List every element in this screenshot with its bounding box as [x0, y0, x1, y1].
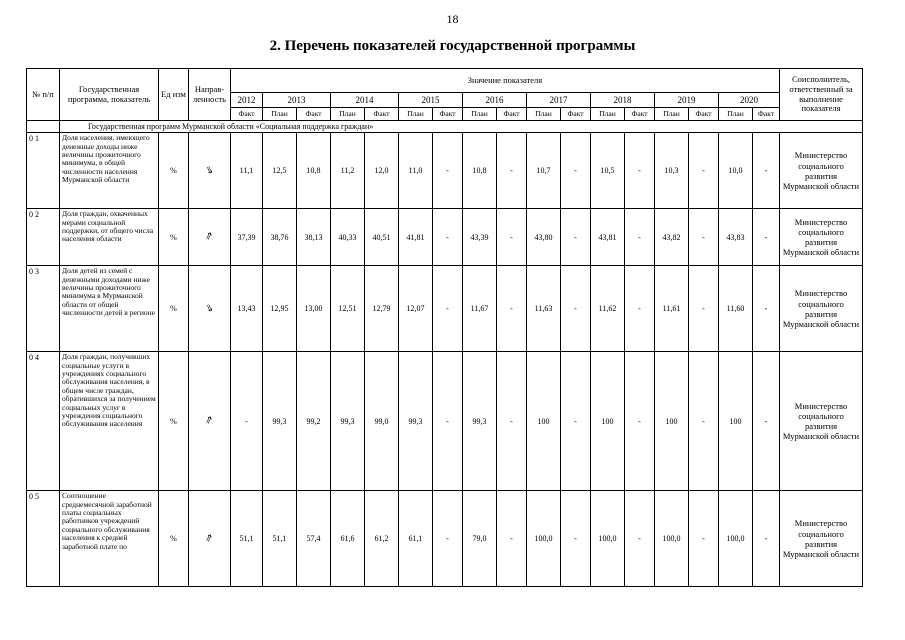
value-cell: -	[231, 352, 263, 491]
value-cell: 100	[719, 352, 753, 491]
value-cell: -	[497, 266, 527, 352]
value-cell: 100,0	[591, 491, 625, 587]
row-number: 0 3	[27, 266, 60, 352]
value-cell: 13,00	[297, 266, 331, 352]
executor-cell: Министерство социального развития Мурманской области	[780, 352, 863, 491]
header-plan: План	[591, 108, 625, 121]
page-title: 2. Перечень показателей государственной программы	[269, 38, 636, 54]
table-row	[27, 491, 863, 587]
header-fact: Факт	[231, 108, 263, 121]
header-plan: План	[463, 108, 497, 121]
value-cell: -	[561, 266, 591, 352]
value-cell: 10,8	[463, 133, 497, 209]
value-cell: -	[561, 209, 591, 266]
value-cell: 10,3	[655, 133, 689, 209]
indicator-name: Доля детей из семей с денежными доходами ниже величины прожиточного минимума в Мурманской области от общей численности детей в регионе	[60, 266, 159, 352]
executor-cell: Министерство социального развития Мурманской области	[780, 209, 863, 266]
table-row	[27, 209, 863, 266]
value-cell: 61,6	[331, 491, 365, 587]
value-cell: 12,51	[331, 266, 365, 352]
value-cell: 10,7	[527, 133, 561, 209]
value-cell: -	[689, 266, 719, 352]
arrow-down-right-icon: ⇘	[203, 163, 216, 178]
value-cell: 40,51	[365, 209, 399, 266]
value-cell: 12,5	[263, 133, 297, 209]
header-plan: План	[399, 108, 433, 121]
value-cell: -	[689, 133, 719, 209]
value-cell: -	[753, 491, 780, 587]
value-cell: 11,62	[591, 266, 625, 352]
header-plan: План	[331, 108, 365, 121]
value-cell: -	[497, 209, 527, 266]
value-cell: 43,81	[591, 209, 625, 266]
unit-cell: %	[159, 491, 189, 587]
header-year-2018: 2018	[591, 93, 655, 108]
indicators-table	[26, 68, 863, 587]
value-cell: 12,07	[399, 266, 433, 352]
indicator-name: Доля населения, имеющего денежные доходы ниже величины прожиточного минимума, в общей численности населения Мурманской области	[60, 133, 159, 209]
page-number: 18	[446, 12, 459, 26]
table-row	[27, 266, 863, 352]
program-title-row: Государственная программ Мурманской области «Социальная поддержка граждан»	[60, 121, 863, 133]
value-cell: -	[689, 491, 719, 587]
value-cell: 41,81	[399, 209, 433, 266]
arrow-up-right-icon: ⇗	[203, 531, 216, 546]
value-cell: 12,79	[365, 266, 399, 352]
header-year-2017: 2017	[527, 93, 591, 108]
indicator-name: Доля граждан, охваченных мерами социальной поддержки, от общего числа населения области	[60, 209, 159, 266]
value-cell: 43,80	[527, 209, 561, 266]
value-cell: -	[497, 133, 527, 209]
header-executor: Соисполнитель, ответственный за выполнение показателя	[780, 69, 863, 121]
header-plan: План	[527, 108, 561, 121]
value-cell: 100,0	[655, 491, 689, 587]
value-cell: 51,1	[231, 491, 263, 587]
value-cell: 100,0	[719, 491, 753, 587]
value-cell: 10,5	[591, 133, 625, 209]
header-plan: План	[655, 108, 689, 121]
header-plan: План	[263, 108, 297, 121]
header-fact: Факт	[365, 108, 399, 121]
indicator-name: Соотношение среднемесячной заработной платы социальных работников учреждений социального обслуживания населения к средней заработной плате по	[60, 491, 159, 587]
value-cell: 11,61	[655, 266, 689, 352]
row-number: 0 5	[27, 491, 60, 587]
value-cell: 43,82	[655, 209, 689, 266]
table-row	[27, 352, 863, 491]
value-cell: -	[433, 491, 463, 587]
unit-cell: %	[159, 133, 189, 209]
value-cell: 37,39	[231, 209, 263, 266]
row-number: 0 2	[27, 209, 60, 266]
header-fact: Факт	[561, 108, 591, 121]
value-cell: 12,0	[365, 133, 399, 209]
value-cell: -	[497, 491, 527, 587]
arrow-down-right-icon: ⇘	[203, 301, 216, 316]
value-cell: -	[433, 266, 463, 352]
value-cell: 51,1	[263, 491, 297, 587]
header-plan: План	[719, 108, 753, 121]
header-year-2019: 2019	[655, 93, 719, 108]
value-cell: 43,39	[463, 209, 497, 266]
value-cell: 38,76	[263, 209, 297, 266]
value-cell: 11,0	[399, 133, 433, 209]
header-year-2013: 2013	[263, 93, 331, 108]
unit-cell: %	[159, 352, 189, 491]
value-cell: 38,13	[297, 209, 331, 266]
value-cell: -	[753, 209, 780, 266]
value-cell: 79,0	[463, 491, 497, 587]
value-cell: -	[753, 352, 780, 491]
arrow-up-right-icon: ⇗	[203, 414, 216, 428]
arrow-up-right-icon: ⇗	[203, 230, 216, 244]
header-year-2015: 2015	[399, 93, 463, 108]
header-fact: Факт	[753, 108, 780, 121]
header-unit: Ед изм	[159, 69, 189, 121]
header-fact: Факт	[433, 108, 463, 121]
header-num: № п/п	[27, 69, 60, 121]
value-cell: 100	[655, 352, 689, 491]
value-cell: -	[433, 209, 463, 266]
unit-cell: %	[159, 209, 189, 266]
value-cell: -	[433, 133, 463, 209]
header-value-group: Значение показателя	[231, 69, 780, 93]
header-fact: Факт	[497, 108, 527, 121]
value-cell: 11,2	[331, 133, 365, 209]
direction-cell	[189, 133, 231, 209]
executor-cell: Министерство социального развития Мурманской области	[780, 266, 863, 352]
header-year-2014: 2014	[331, 93, 399, 108]
value-cell: 100	[591, 352, 625, 491]
direction-cell	[189, 266, 231, 352]
value-cell: -	[561, 491, 591, 587]
header-name: Государственная программа, показатель	[60, 69, 159, 121]
value-cell: 99,0	[365, 352, 399, 491]
header-direction: Направ-ленность	[189, 69, 231, 121]
value-cell: 100	[527, 352, 561, 491]
value-cell: 61,2	[365, 491, 399, 587]
value-cell: -	[625, 266, 655, 352]
value-cell: -	[625, 352, 655, 491]
header-year-2012: 2012	[231, 93, 263, 108]
direction-cell	[189, 209, 231, 266]
value-cell: 11,67	[463, 266, 497, 352]
value-cell: 13,43	[231, 266, 263, 352]
value-cell: 99,2	[297, 352, 331, 491]
value-cell: -	[689, 209, 719, 266]
value-cell: -	[689, 352, 719, 491]
value-cell: 10,8	[297, 133, 331, 209]
value-cell: -	[753, 266, 780, 352]
value-cell: 43,83	[719, 209, 753, 266]
value-cell: -	[433, 352, 463, 491]
value-cell: 61,1	[399, 491, 433, 587]
value-cell: -	[561, 133, 591, 209]
value-cell: 99,3	[263, 352, 297, 491]
value-cell: 99,3	[399, 352, 433, 491]
table-row	[27, 133, 863, 209]
value-cell: -	[753, 133, 780, 209]
value-cell: 57,4	[297, 491, 331, 587]
value-cell: 10,0	[719, 133, 753, 209]
value-cell: -	[625, 491, 655, 587]
value-cell: 99,3	[331, 352, 365, 491]
header-fact: Факт	[297, 108, 331, 121]
header-year-2016: 2016	[463, 93, 527, 108]
value-cell: -	[625, 209, 655, 266]
value-cell: 12,95	[263, 266, 297, 352]
value-cell: 40,33	[331, 209, 365, 266]
header-fact: Факт	[689, 108, 719, 121]
unit-cell: %	[159, 266, 189, 352]
header-fact: Факт	[625, 108, 655, 121]
row-number: 0 4	[27, 352, 60, 491]
value-cell: 100,0	[527, 491, 561, 587]
value-cell: 11,63	[527, 266, 561, 352]
header-year-2020: 2020	[719, 93, 780, 108]
indicator-name: Доля граждан, получивших социальные услуги в учреждениях социального обслуживания населения, в общем числе граждан, обратившихся за получением социальных услуг в учреждения социального обслуживания населения	[60, 352, 159, 491]
value-cell: -	[625, 133, 655, 209]
value-cell: 99,3	[463, 352, 497, 491]
direction-cell	[189, 352, 231, 491]
value-cell: -	[561, 352, 591, 491]
executor-cell: Министерство социального развития Мурманской области	[780, 491, 863, 587]
direction-cell	[189, 491, 231, 587]
value-cell: 11,60	[719, 266, 753, 352]
value-cell: 11,1	[231, 133, 263, 209]
row-number: 0 1	[27, 133, 60, 209]
value-cell: -	[497, 352, 527, 491]
executor-cell: Министерство социального развития Мурманской области	[780, 133, 863, 209]
